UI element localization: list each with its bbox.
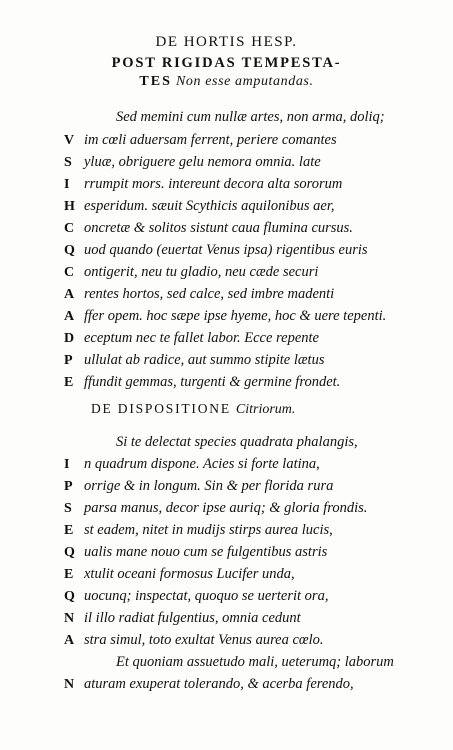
section-heading-italic: Citriorum. — [235, 402, 296, 417]
verse-text: uocunq; inspectat, quoquo se uerterit ora, — [84, 588, 329, 604]
verse-initial: E — [64, 523, 74, 538]
verse-line — [0, 498, 453, 519]
verse-initial: D — [64, 331, 75, 346]
verse-text: xtulit oceani formosus Lucifer unda, — [84, 566, 295, 582]
verse-initial: C — [64, 265, 75, 280]
verse-text: Et quoniam assuetudo mali, ueterumq; laborum — [116, 654, 394, 670]
verse-line — [0, 130, 453, 151]
verse-line — [0, 240, 453, 261]
verse-line — [0, 520, 453, 541]
verse-line — [0, 372, 453, 393]
verse-initial: S — [64, 501, 72, 516]
verse-line — [0, 432, 453, 453]
verse-text: oncretæ & solitos sistunt caua flumina cursus. — [84, 220, 353, 236]
verse-line — [0, 542, 453, 563]
verse-text: ullulat ab radice, aut summo stipite lætus — [84, 352, 325, 368]
verse-text: stra simul, toto exultat Venus aurea cœlo. — [84, 632, 324, 648]
verse-text: n quadrum dispone. Acies si forte latina, — [84, 456, 320, 472]
verse-initial: C — [64, 221, 75, 236]
verse-text: ontigerit, neu tu gladio, neu cæde securi — [84, 264, 319, 280]
verse-initial: E — [64, 375, 74, 390]
verse-text: im cœli aduersam ferrent, periere comantes — [84, 132, 337, 148]
chapter-title-italic: Non esse amputandas. — [175, 74, 314, 89]
verse-initial: N — [64, 611, 75, 626]
verse-initial: I — [64, 457, 70, 472]
verse-text: rentes hortos, sed calce, sed imbre madenti — [84, 286, 335, 302]
verse-initial: P — [64, 479, 73, 494]
verse-text: eceptum nec te fallet labor. Ecce repente — [84, 330, 319, 346]
verse-line — [0, 564, 453, 585]
verse-initial: A — [64, 309, 75, 324]
verse-text: parsa manus, decor ipse auriq; & gloria frondis. — [84, 500, 368, 516]
verse-line — [0, 630, 453, 651]
verse-text: st eadem, nitet in mudijs stirps aurea lucis, — [84, 522, 333, 538]
verse-line — [0, 218, 453, 239]
verse-initial: E — [64, 567, 74, 582]
verse-line — [0, 284, 453, 305]
verse-line — [0, 652, 453, 673]
verse-text: ualis mane nouo cum se fulgentibus astris — [84, 544, 328, 560]
verse-text: rrumpit mors. intereunt decora alta sororum — [84, 176, 343, 192]
verse-initial: H — [64, 199, 75, 214]
verse-initial: A — [64, 633, 75, 648]
verse-line — [0, 476, 453, 497]
verse-line — [0, 152, 453, 173]
verse-line — [0, 196, 453, 217]
chapter-title-line-2 — [0, 74, 453, 90]
verse-text: ffundit gemmas, turgenti & germine frondet. — [84, 374, 341, 390]
section-heading — [91, 401, 295, 418]
verse-line — [0, 107, 453, 128]
verse-initial: Q — [64, 589, 75, 604]
verse-line — [0, 174, 453, 195]
verse-text: orrige & in longum. Sin & per florida rura — [84, 478, 334, 494]
chapter-title-line-1: POST RIGIDAS TEMPESTA- — [111, 55, 342, 71]
verse-text: ffer opem. hoc sæpe ipse hyeme, hoc & uere tepenti. — [84, 308, 387, 324]
verse-text: esperidum. sæuit Scythicis aquilonibus aer, — [84, 198, 335, 214]
verse-line — [0, 350, 453, 371]
verse-line — [0, 454, 453, 475]
verse-line — [0, 608, 453, 629]
chapter-title-caps: TES — [139, 74, 172, 89]
verse-initial: S — [64, 155, 72, 170]
verse-text: yluæ, obriguere gelu nemora omnia. late — [84, 154, 321, 170]
verse-initial: A — [64, 287, 75, 302]
running-head: DE HORTIS HESP. — [155, 34, 298, 50]
verse-initial: I — [64, 177, 70, 192]
verse-text: aturam exuperat tolerando, & acerba ferendo, — [84, 676, 354, 692]
verse-initial: N — [64, 677, 75, 692]
verse-text: Si te delectat species quadrata phalangis, — [116, 434, 358, 450]
verse-line — [0, 306, 453, 327]
verse-line — [0, 328, 453, 349]
verse-text: uod quando (euertat Venus ipsa) rigentibus euris — [84, 242, 368, 258]
verse-initial: Q — [64, 545, 75, 560]
verse-initial: V — [64, 133, 75, 148]
verse-line — [0, 262, 453, 283]
verse-text: Sed memini cum nullæ artes, non arma, doliq; — [116, 109, 385, 125]
verse-text: il illo radiat fulgentius, omnia cedunt — [84, 610, 301, 626]
verse-initial: Q — [64, 243, 75, 258]
verse-line — [0, 586, 453, 607]
verse-initial: P — [64, 353, 73, 368]
verse-line — [0, 674, 453, 695]
section-heading-caps: DE DISPOSITIONE — [91, 401, 231, 416]
